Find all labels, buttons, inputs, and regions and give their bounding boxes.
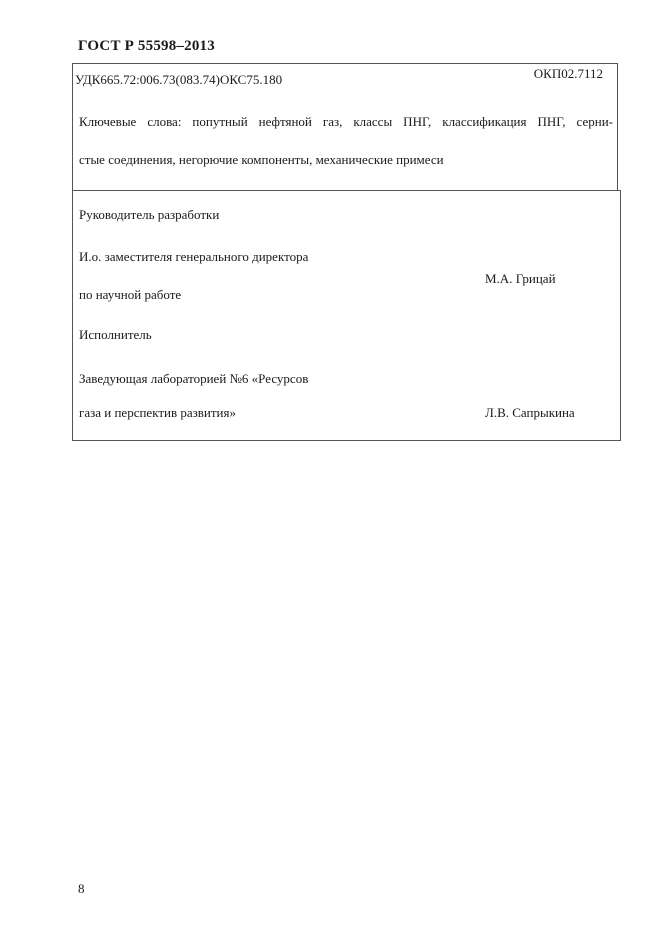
classification-box	[72, 63, 618, 191]
keywords-line-2: стые соединения, негорючие компоненты, механические примеси	[79, 152, 444, 167]
udk-code: УДК665.72:006.73(083.74)ОКС75.180	[75, 72, 283, 87]
lab-title-line-1: Заведующая лабораторией №6 «Ресурсов	[79, 371, 309, 386]
deputy-title-line-1: И.о. заместителя генерального директора	[79, 249, 309, 264]
lead-title: Руководитель разработки	[79, 207, 220, 222]
executor-title: Исполнитель	[79, 327, 152, 342]
signatures-box	[72, 190, 621, 441]
document-header: ГОСТ Р 55598–2013	[78, 38, 215, 54]
lab-title-line-2: газа и перспектив развития»	[79, 405, 236, 420]
keywords-line-1: Ключевые слова: попутный нефтяной газ, классы ПНГ, классификация ПНГ, серни-	[79, 114, 613, 129]
okp-code: ОКП02.7112	[533, 66, 603, 81]
deputy-title-line-2: по научной работе	[79, 287, 182, 302]
deputy-name: М.А. Грицай	[485, 271, 556, 286]
page-number: 8	[78, 881, 85, 896]
lab-head-name: Л.В. Сапрыкина	[485, 405, 575, 420]
